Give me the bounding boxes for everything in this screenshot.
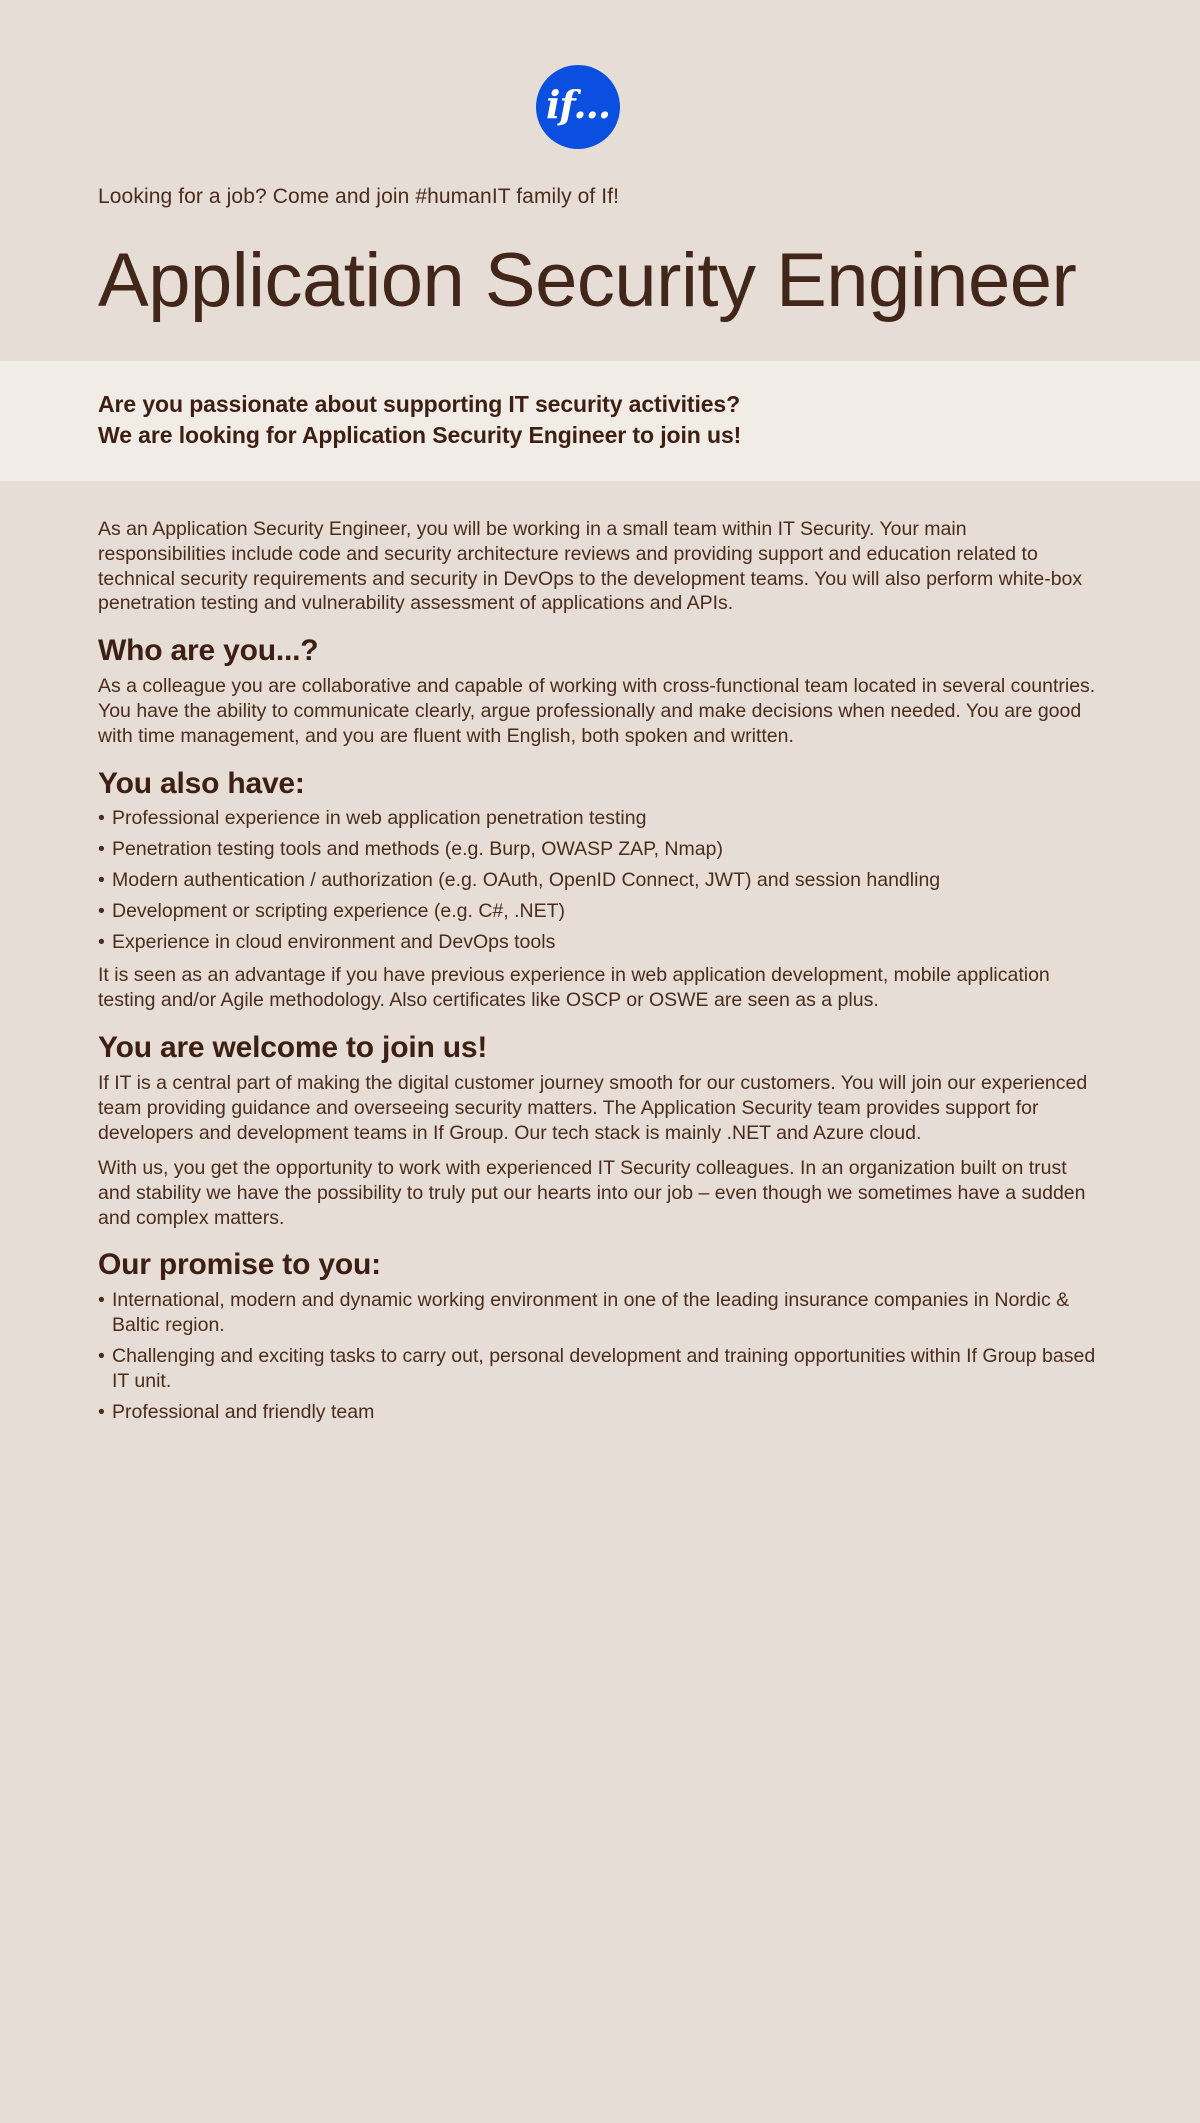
job-description-content xyxy=(0,481,1200,1425)
list-item: • International, modern and dynamic working environment in one of the leading insurance companies in Nordic & Baltic region. xyxy=(98,1288,1098,1338)
page-title: Application Security Engineer xyxy=(98,238,1077,323)
intro-paragraph: As an Application Security Engineer, you will be working in a small team within IT Security. Your main responsibilities include code and security architecture reviews and providing support and education related to technical security requirements and security in DevOps to the development teams. You will also perform white-box penetration testing and vulnerability assessment of applications and APIs. xyxy=(98,517,1083,615)
promise-list xyxy=(98,1288,1098,1425)
if-logo-icon xyxy=(536,65,620,149)
if-logo-text: if... xyxy=(545,82,611,127)
header-block xyxy=(0,185,1200,361)
section-heading-who-are-you: Who are you...? xyxy=(98,634,319,668)
requirements-closing-paragraph: It is seen as an advantage if you have previous experience in web application development, mobile application testing and/or Agile methodology. Also certificates like OSCP or OSWE are seen as a plus. xyxy=(98,964,1050,1012)
section-heading-you-also-have: You also have: xyxy=(98,766,305,800)
section-paragraph-who-are-you: As a colleague you are collaborative and capable of working with cross-functional team located in several countries. You have the ability to communicate clearly, argue professionally and make decisions when needed. You are good with time management, and you are fluent with English, both spoken and written. xyxy=(98,675,1096,747)
requirements-list xyxy=(98,806,1098,955)
list-item: • Penetration testing tools and methods (e.g. Burp, OWASP ZAP, Nmap) xyxy=(98,837,1098,862)
list-item: • Modern authentication / authorization (e.g. OAuth, OpenID Connect, JWT) and session handling xyxy=(98,868,1098,893)
list-item: • Development or scripting experience (e.g. C#, .NET) xyxy=(98,899,1098,924)
section-heading-our-promise: Our promise to you: xyxy=(98,1248,381,1282)
list-item: • Experience in cloud environment and DevOps tools xyxy=(98,930,1098,955)
intro-line-1: Are you passionate about supporting IT security activities? xyxy=(98,391,741,417)
welcome-paragraph-2: With us, you get the opportunity to work with experienced IT Security colleagues. In an organization built on trust and stability we have the possibility to truly put our hearts into our job – even though we sometimes have a sudden and complex matters. xyxy=(98,1156,1086,1229)
list-item: • Challenging and exciting tasks to carry out, personal development and training opportunities within If Group based IT unit. xyxy=(98,1344,1098,1394)
intro-band xyxy=(0,361,1200,481)
logo-area xyxy=(0,0,1200,185)
welcome-paragraph-1: If IT is a central part of making the digital customer journey smooth for our customers. You will join our experienced team providing guidance and overseeing security matters. The Application Security team provides support for developers and development teams in If Group. Our tech stack is mainly .NET and Azure cloud. xyxy=(98,1071,1088,1144)
list-item: • Professional and friendly team xyxy=(98,1400,1098,1425)
section-heading-welcome-to-join: You are welcome to join us! xyxy=(98,1031,488,1065)
intro-line-2: We are looking for Application Security Engineer to join us! xyxy=(98,421,742,448)
list-item: • Professional experience in web application penetration testing xyxy=(98,806,1098,831)
kicker-text: Looking for a job? Come and join #humanIT family of If! xyxy=(98,185,620,208)
